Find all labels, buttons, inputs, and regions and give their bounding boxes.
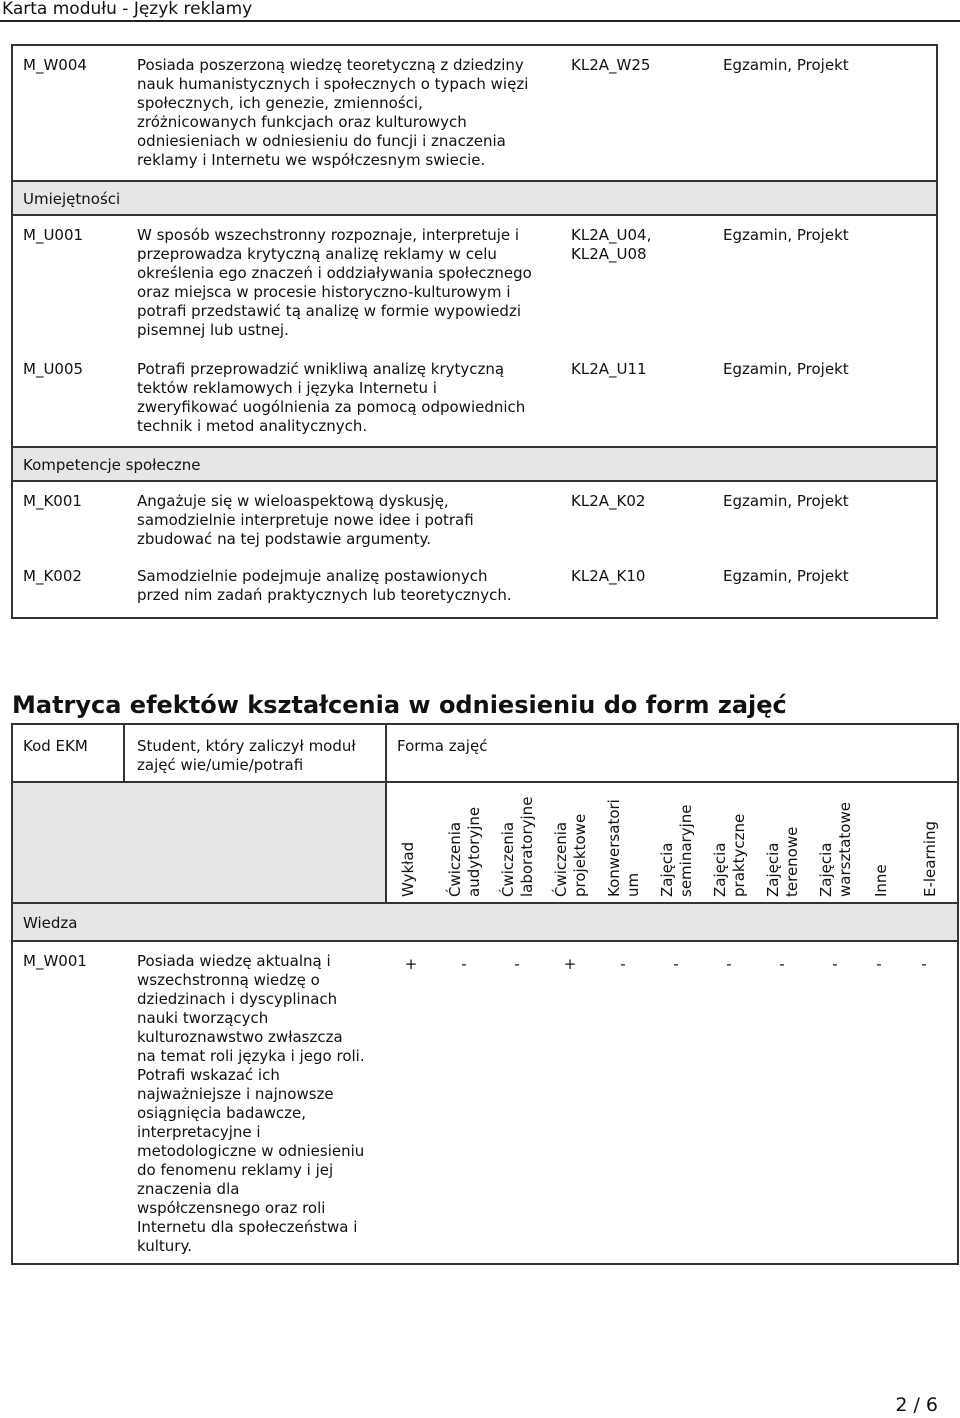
description-line: Posiada poszerzoną wiedzę teoretyczną z dziedziny bbox=[137, 56, 524, 74]
mark-workshop: - bbox=[832, 955, 838, 973]
reference-line: KL2A_U11 bbox=[571, 360, 647, 378]
grid-line bbox=[13, 940, 957, 942]
description-line: metodologiczne w odniesieniu bbox=[137, 1142, 365, 1160]
grid-line bbox=[123, 725, 125, 781]
column-header-other bbox=[872, 864, 891, 897]
column-header-line: Inne bbox=[872, 864, 890, 897]
header-blank-area bbox=[13, 781, 385, 902]
description-line: Internetu dla społeczeństwa i bbox=[137, 1218, 358, 1236]
column-header-lab bbox=[499, 797, 537, 897]
description-line: potrafi przedstawić tą analizę w formie wypowiedzi bbox=[137, 302, 521, 320]
description-line: reklamy i Internetu we współczesnym swiecie. bbox=[137, 151, 486, 169]
mark-practical: - bbox=[726, 955, 732, 973]
outcome-code: M_U005 bbox=[23, 360, 84, 378]
outcome-reference bbox=[571, 567, 721, 586]
description-line: zróżnicowanych funkcjach oraz kulturowych bbox=[137, 113, 467, 131]
section-header-competences: Kompetencje społeczne bbox=[13, 446, 936, 482]
column-header-line: seminaryjne bbox=[677, 804, 695, 897]
description-line: oraz miejsca w procesie historyczno-kulturowym i bbox=[137, 283, 511, 301]
outcome-description bbox=[137, 226, 567, 340]
description-line: W sposób wszechstronny rozpoznaje, interpretuje i bbox=[137, 226, 520, 244]
outcome-code: M_W004 bbox=[23, 56, 87, 74]
mark-conversation: - bbox=[620, 955, 626, 973]
column-header-line: praktyczne bbox=[730, 813, 748, 897]
description-line: Posiada wiedzę aktualną i bbox=[137, 952, 331, 970]
outcome-code: M_K001 bbox=[23, 492, 82, 510]
matrix-row-description bbox=[137, 952, 387, 1256]
reference-line: KL2A_U04, bbox=[571, 226, 652, 244]
reference-line: KL2A_W25 bbox=[571, 56, 651, 74]
column-header-project bbox=[552, 814, 590, 897]
table-row bbox=[13, 350, 936, 446]
section-band-knowledge bbox=[13, 904, 957, 940]
column-header-line: Zajęcia bbox=[817, 842, 835, 897]
description-line: określenia ego znaczeń i oddziaływania społecznego bbox=[137, 264, 532, 282]
description-line: na temat roli języka i jego roli. bbox=[137, 1047, 365, 1065]
outcome-description bbox=[137, 492, 567, 549]
matrix-heading: Matryca efektów kształcenia w odniesieniu do form zajęć bbox=[12, 691, 787, 719]
outcome-description bbox=[137, 567, 567, 605]
column-header-line: warsztatowe bbox=[836, 802, 854, 897]
description-line: Angażuje się w wieloaspektową dyskusję, bbox=[137, 492, 449, 510]
mark-project: + bbox=[563, 955, 577, 973]
mark-lab: - bbox=[514, 955, 520, 973]
outcome-reference bbox=[571, 56, 721, 75]
description-line: współczensnego oraz roli bbox=[137, 1199, 326, 1217]
column-header-elearning bbox=[921, 821, 940, 897]
column-header-line: audytoryjne bbox=[465, 806, 483, 897]
outcome-reference bbox=[571, 360, 721, 379]
description-line: wszechstronną wiedzę o bbox=[137, 971, 320, 989]
column-header-lecture bbox=[399, 842, 418, 897]
column-header-line: Wykład bbox=[399, 841, 417, 897]
column-header-line: laboratoryjne bbox=[518, 796, 536, 897]
outcome-assessment-method: Egzamin, Projekt bbox=[723, 492, 849, 510]
description-line: najważniejsze i najnowsze bbox=[137, 1085, 334, 1103]
description-line: zweryfikować uogólnienia za pomocą odpowiednich bbox=[137, 398, 526, 416]
description-line: technik i metod analitycznych. bbox=[137, 417, 368, 435]
description-line: pisemnej lub ustnej. bbox=[137, 321, 289, 339]
reference-line: KL2A_K10 bbox=[571, 567, 646, 585]
description-line: do fenomenu reklamy i jej bbox=[137, 1161, 334, 1179]
description-line: kulturoznawstwo zwłaszcza bbox=[137, 1028, 343, 1046]
table-row bbox=[13, 46, 936, 180]
column-header-workshop bbox=[817, 802, 855, 897]
table-row bbox=[13, 216, 936, 350]
section-header-skills: Umiejętności bbox=[13, 180, 936, 216]
reference-line: KL2A_K02 bbox=[571, 492, 646, 510]
column-header-line: Ćwiczenia bbox=[552, 821, 570, 897]
description-line: nauk humanistycznych i społecznych o typach więzi bbox=[137, 75, 529, 93]
mark-field: - bbox=[779, 955, 785, 973]
column-header-field bbox=[764, 827, 802, 897]
description-line: zbudować na tej podstawie argumenty. bbox=[137, 530, 431, 548]
column-header-tutorial bbox=[446, 807, 484, 897]
column-header-line: terenowe bbox=[783, 826, 801, 897]
column-header-line: um bbox=[624, 872, 642, 897]
mark-other: - bbox=[876, 955, 882, 973]
description-line: Potrafi przeprowadzić wnikliwą analizę krytyczną bbox=[137, 360, 505, 378]
outcome-assessment-method: Egzamin, Projekt bbox=[723, 360, 849, 378]
mark-seminar: - bbox=[673, 955, 679, 973]
column-header-line: Konwersatori bbox=[605, 799, 623, 897]
mark-lecture: + bbox=[404, 955, 418, 973]
column-header-line: Zajęcia bbox=[658, 842, 676, 897]
column-header-seminar bbox=[658, 805, 696, 897]
matrix-row-code: M_W001 bbox=[23, 952, 87, 970]
reference-line: KL2A_U08 bbox=[571, 245, 647, 263]
grid-line bbox=[13, 902, 957, 904]
column-header-line: Ćwiczenia bbox=[499, 821, 517, 897]
description-line: kultury. bbox=[137, 1237, 192, 1255]
description-line: Samodzielnie podejmuje analizę postawionych bbox=[137, 567, 488, 585]
description-line: samodzielnie interpretuje nowe idee i potrafi bbox=[137, 511, 474, 529]
description-line: tektów reklamowych i języka Internetu i bbox=[137, 379, 437, 397]
description-line: społecznych, ich genezie, zmienności, bbox=[137, 94, 423, 112]
column-header-line: Ćwiczenia bbox=[446, 821, 464, 897]
outcome-code: M_K002 bbox=[23, 567, 82, 585]
header-divider bbox=[0, 20, 960, 22]
mark-elearning: - bbox=[921, 955, 927, 973]
description-line: znaczenia dla bbox=[137, 1180, 240, 1198]
outcome-assessment-method: Egzamin, Projekt bbox=[723, 56, 849, 74]
description-line: dziedzinach i dyscyplinach bbox=[137, 990, 338, 1008]
outcome-assessment-method: Egzamin, Projekt bbox=[723, 226, 849, 244]
column-header-line: Zajęcia bbox=[711, 842, 729, 897]
description-line: osiągnięcia badawcze, bbox=[137, 1104, 306, 1122]
learning-outcomes-table bbox=[11, 44, 938, 619]
grid-line bbox=[13, 781, 957, 783]
page-number: 2 / 6 bbox=[895, 1394, 938, 1416]
section-header-knowledge: Wiedza bbox=[23, 914, 78, 932]
description-line: interpretacyjne i bbox=[137, 1123, 261, 1141]
header-student-line: zajęć wie/umie/potrafi bbox=[137, 756, 304, 774]
table-row bbox=[13, 482, 936, 557]
column-header-line: E-learning bbox=[921, 820, 939, 897]
header-student bbox=[137, 737, 356, 775]
header-code: Kod EKM bbox=[23, 737, 88, 755]
matrix-table bbox=[11, 723, 959, 1265]
table-row bbox=[13, 557, 936, 617]
grid-line bbox=[385, 725, 387, 902]
outcome-description bbox=[137, 56, 567, 170]
mark-tutorial: - bbox=[461, 955, 467, 973]
description-line: Potrafi wskazać ich bbox=[137, 1066, 280, 1084]
description-line: przed nim zadań praktycznych lub teoretycznych. bbox=[137, 586, 512, 604]
header-student-line: Student, który zaliczył moduł bbox=[137, 737, 356, 755]
outcome-reference bbox=[571, 226, 721, 264]
column-header-line: Zajęcia bbox=[764, 842, 782, 897]
header-form: Forma zajęć bbox=[397, 737, 488, 755]
description-line: nauki tworzących bbox=[137, 1009, 269, 1027]
outcome-assessment-method: Egzamin, Projekt bbox=[723, 567, 849, 585]
column-header-practical bbox=[711, 814, 749, 897]
outcome-reference bbox=[571, 492, 721, 511]
outcome-code: M_U001 bbox=[23, 226, 84, 244]
column-header-line: projektowe bbox=[571, 813, 589, 897]
column-header-conversation bbox=[605, 799, 643, 897]
page-header-title: Karta modułu - Język reklamy bbox=[2, 0, 253, 19]
description-line: odniesieniach w odniesieniu do funcji i znaczenia bbox=[137, 132, 506, 150]
outcome-description bbox=[137, 360, 567, 436]
description-line: przeprowadza krytyczną analizę reklamy w celu bbox=[137, 245, 497, 263]
